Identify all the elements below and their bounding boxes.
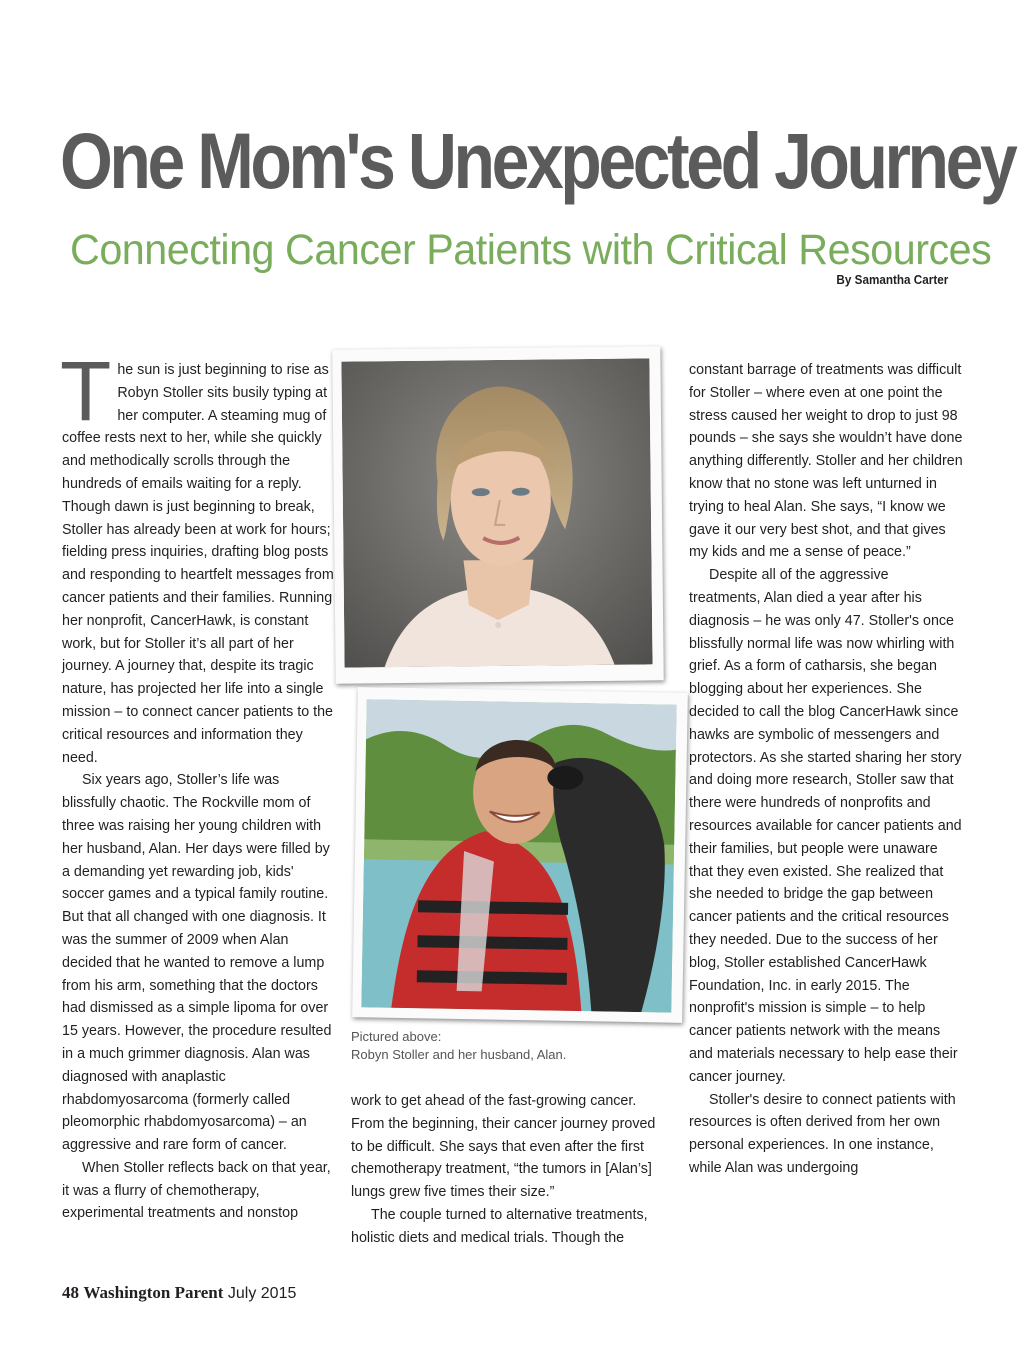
article-paragraph: Stoller's desire to connect patients with resources is often derived from her own personal experiences. In one instance, while Alan was undergoing (689, 1091, 956, 1176)
article-paragraph: When Stoller reflects back on that year, it was a flurry of chemotherapy, experimental treatments and nonstop (62, 1159, 331, 1222)
photo-alan-with-sea-lion (352, 687, 688, 1023)
byline: By Samantha Carter (836, 272, 948, 287)
article-column-1 (60, 344, 337, 1225)
article-paragraph: constant barrage of treatments was difficult for Stoller – where even at one point the stress caused her weight to drop to just 98 pounds – she says she wouldn’t have done anything differently. Stoller and her children know that no stone was left unturned in trying to heal Alan. She says, “I know we gave it our very best shot, and that gives my kids and me a sense of peace.” (689, 362, 963, 561)
article-paragraph: Six years ago, Stoller’s life was blissfully chaotic. The Rockville mom of three was raising her young children with her husband, Alan. Her days were filled by a demanding yet rewarding job, kids' soccer games and a typical family routine. But that all changed with one diagnosis. It was the summer of 2009 when Alan decided that he wanted to remove a lump from his arm, something that the doctors had dismissed as a simple lipoma for over 15 years. However, the procedure resulted in a much grimmer diagnosis. Alan was diagnosed with anaplastic rhabdomyosarcoma (formerly called pleomorphic rhabdomyosarcoma) – an aggressive and rare form of cancer. (62, 772, 332, 1154)
photo-robyn-stoller (332, 346, 663, 683)
portrait-woman-image (341, 358, 652, 667)
publication-name: Washington Parent (83, 1283, 224, 1302)
caption-line: Robyn Stoller and her husband, Alan. (351, 1047, 567, 1062)
page-footer (62, 1283, 296, 1303)
article-column-2 (351, 1090, 666, 1250)
issue-date: July 2015 (227, 1285, 297, 1302)
caption-line: Pictured above: (351, 1029, 442, 1044)
article-paragraph: The couple turned to alternative treatments, holistic diets and medical trials. Though the (351, 1206, 648, 1246)
man-and-sea-lion-image (361, 699, 676, 1012)
article-paragraph: work to get ahead of the fast-growing cancer. From the beginning, their cancer journey proved to be difficult. She says that even after the first chemotherapy treatment, “the tumors in [Alan’s] lungs grew five times their size.” (351, 1093, 656, 1201)
drop-cap: T (60, 344, 112, 438)
photo-caption (351, 1028, 566, 1064)
page-number: 48 (62, 1283, 79, 1302)
article-column-3 (689, 359, 964, 1180)
article-paragraph (60, 344, 337, 769)
article-title: One Mom's Unexpected Journey (60, 116, 1015, 205)
article-subtitle: Connecting Cancer Patients with Critical Resources (70, 226, 992, 274)
paragraph-text: he sun is just beginning to rise as Robyn Stoller sits busily typing at her computer. A steaming mug of coffee rests next to her, while she quickly and methodically scrolls through the hundreds of emails waiting for a reply. Though dawn is just beginning to break, Stoller has already been at work for hours; fielding press inquiries, drafting blog posts and responding to heartfelt messages from cancer patients and their families. Running her nonprofit, CancerHawk, is constant work, but for Stoller it’s all part of her journey. A journey that, despite its tragic nature, has projected her life into a single mission – to connect cancer patients to the critical resources and information they need. (62, 362, 334, 766)
article-paragraph: Despite all of the aggressive treatments, Alan died a year after his diagnosis – he was only 47. Stoller's once blissfully normal life was now whirling with grief. As a form of catharsis, she began blogging about her experiences. She decided to call the blog CancerHawk since hawks are symbolic of messengers and protectors. As she started sharing her story and doing more research, Stoller saw that there were hundreds of nonprofits and resources available for cancer patients and their families, but people were unaware that they even existed. She realized that she needed to bridge the gap between cancer patients and the critical resources they needed. Due to the success of her blog, Stoller established CancerHawk Foundation, Inc. in early 2015. The nonprofit's mission is simple – to help cancer patients network with the means and materials necessary to help ease their cancer journey. (689, 567, 962, 1085)
